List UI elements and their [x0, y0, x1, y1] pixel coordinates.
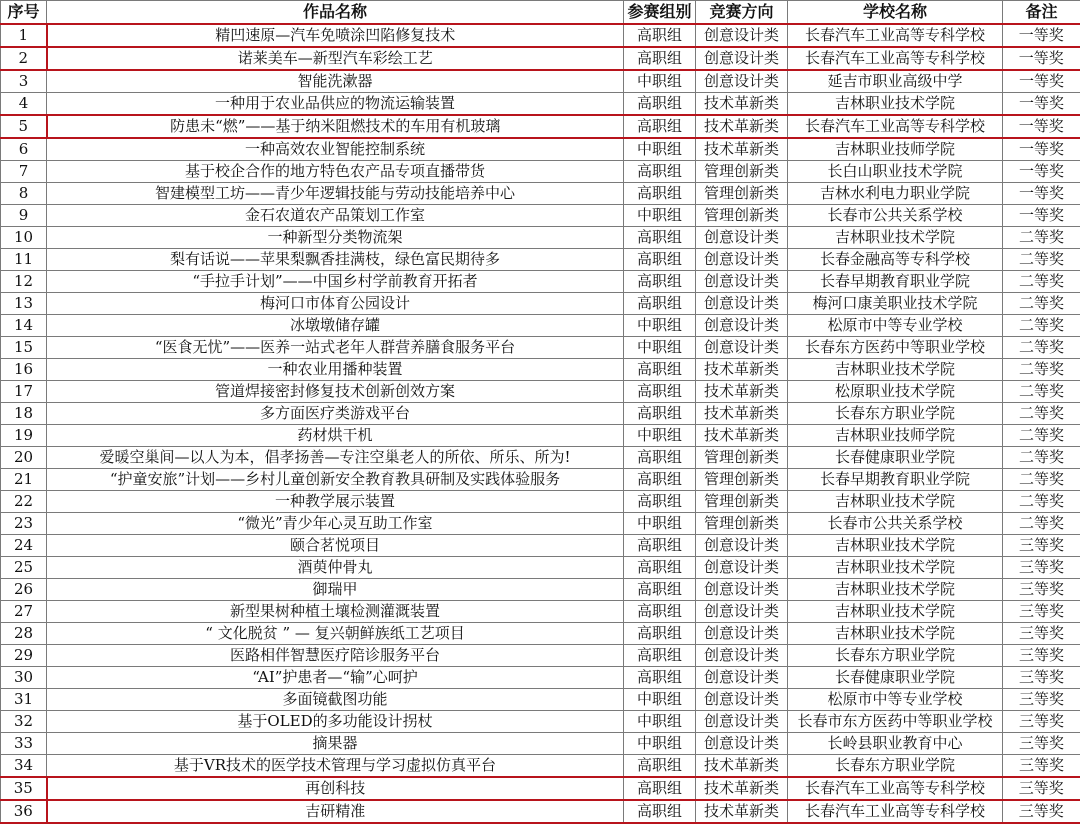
cell-no: 7: [1, 161, 47, 183]
table-row: [1, 579, 1080, 601]
cell-group: 高职组: [624, 183, 696, 205]
cell-group: 中职组: [624, 70, 696, 93]
table-row: [1, 249, 1080, 271]
cell-note: 二等奖: [1003, 513, 1080, 535]
cell-direction: 技术革新类: [696, 777, 788, 800]
cell-title: 防患未“燃”——基于纳米阻燃技术的车用有机玻璃: [47, 115, 624, 138]
cell-school: 吉林职业技术学院: [788, 491, 1003, 513]
table-row: [1, 601, 1080, 623]
cell-title: 再创科技: [47, 777, 624, 800]
header-note: 备注: [1003, 1, 1080, 25]
cell-title: “医食无忧”——医养一站式老年人群营养膳食服务平台: [47, 337, 624, 359]
cell-school: 吉林职业技术学院: [788, 557, 1003, 579]
cell-direction: 管理创新类: [696, 447, 788, 469]
cell-direction: 创意设计类: [696, 623, 788, 645]
cell-title: “ 文化脱贫 ” — 复兴朝鲜族纸工艺项目: [47, 623, 624, 645]
cell-direction: 管理创新类: [696, 205, 788, 227]
cell-group: 中职组: [624, 138, 696, 161]
cell-no: 26: [1, 579, 47, 601]
cell-group: 高职组: [624, 755, 696, 778]
cell-group: 高职组: [624, 24, 696, 47]
cell-title: 酒萸仲骨丸: [47, 557, 624, 579]
cell-title: 御瑞甲: [47, 579, 624, 601]
cell-note: 一等奖: [1003, 93, 1080, 116]
cell-no: 24: [1, 535, 47, 557]
cell-group: 高职组: [624, 667, 696, 689]
cell-note: 二等奖: [1003, 469, 1080, 491]
cell-no: 8: [1, 183, 47, 205]
cell-note: 一等奖: [1003, 24, 1080, 47]
table-row: [1, 469, 1080, 491]
cell-note: 二等奖: [1003, 249, 1080, 271]
cell-direction: 创意设计类: [696, 271, 788, 293]
cell-note: 二等奖: [1003, 447, 1080, 469]
table-body: [1, 24, 1080, 823]
cell-school: 长岭县职业教育中心: [788, 733, 1003, 755]
cell-school: 长春东方职业学院: [788, 403, 1003, 425]
cell-title: 智建模型工坊——青少年逻辑技能与劳动技能培养中心: [47, 183, 624, 205]
cell-direction: 创意设计类: [696, 689, 788, 711]
cell-title: 精凹速原—汽车免喷涂凹陷修复技术: [47, 24, 624, 47]
cell-school: 吉林职业技术学院: [788, 227, 1003, 249]
cell-title: 医路相伴智慧医疗陪诊服务平台: [47, 645, 624, 667]
table-row: [1, 271, 1080, 293]
table-row: [1, 491, 1080, 513]
table-row-highlighted: [1, 24, 1080, 47]
cell-note: 二等奖: [1003, 381, 1080, 403]
cell-school: 吉林职业技术学院: [788, 623, 1003, 645]
cell-note: 三等奖: [1003, 733, 1080, 755]
cell-school: 松原职业技术学院: [788, 381, 1003, 403]
cell-note: 二等奖: [1003, 491, 1080, 513]
table-row: [1, 557, 1080, 579]
cell-group: 高职组: [624, 293, 696, 315]
cell-group: 高职组: [624, 93, 696, 116]
table-row: [1, 755, 1080, 778]
cell-no: 29: [1, 645, 47, 667]
cell-title: 一种教学展示装置: [47, 491, 624, 513]
cell-group: 中职组: [624, 315, 696, 337]
cell-note: 二等奖: [1003, 227, 1080, 249]
table-row: [1, 359, 1080, 381]
cell-note: 三等奖: [1003, 667, 1080, 689]
cell-direction: 创意设计类: [696, 24, 788, 47]
cell-direction: 管理创新类: [696, 183, 788, 205]
cell-no: 14: [1, 315, 47, 337]
cell-group: 高职组: [624, 249, 696, 271]
cell-title: 药材烘干机: [47, 425, 624, 447]
cell-title: “AI”护患者—“输”心呵护: [47, 667, 624, 689]
cell-title: 梅河口市体育公园设计: [47, 293, 624, 315]
cell-direction: 技术革新类: [696, 359, 788, 381]
cell-title: 冰墩墩储存罐: [47, 315, 624, 337]
cell-group: 中职组: [624, 711, 696, 733]
cell-title: 管道焊接密封修复技术创新创效方案: [47, 381, 624, 403]
cell-group: 中职组: [624, 337, 696, 359]
cell-direction: 创意设计类: [696, 293, 788, 315]
cell-group: 高职组: [624, 777, 696, 800]
cell-school: 松原市中等专业学校: [788, 315, 1003, 337]
cell-title: 梨有话说——苹果梨飘香挂满枝，绿色富民期待多: [47, 249, 624, 271]
cell-note: 二等奖: [1003, 293, 1080, 315]
cell-group: 高职组: [624, 447, 696, 469]
cell-note: 一等奖: [1003, 138, 1080, 161]
cell-no: 32: [1, 711, 47, 733]
table-row: [1, 623, 1080, 645]
cell-note: 三等奖: [1003, 623, 1080, 645]
cell-no: 30: [1, 667, 47, 689]
cell-note: 三等奖: [1003, 601, 1080, 623]
table-row: [1, 425, 1080, 447]
cell-no: 13: [1, 293, 47, 315]
cell-direction: 创意设计类: [696, 645, 788, 667]
cell-school: 长春汽车工业高等专科学校: [788, 777, 1003, 800]
cell-group: 高职组: [624, 535, 696, 557]
cell-group: 高职组: [624, 601, 696, 623]
cell-title: 一种新型分类物流架: [47, 227, 624, 249]
cell-school: 长春早期教育职业学院: [788, 271, 1003, 293]
cell-no: 11: [1, 249, 47, 271]
header-title: 作品名称: [47, 1, 624, 25]
cell-no: 15: [1, 337, 47, 359]
cell-direction: 创意设计类: [696, 315, 788, 337]
cell-direction: 技术革新类: [696, 93, 788, 116]
table-row-highlighted: [1, 800, 1080, 823]
cell-group: 中职组: [624, 205, 696, 227]
cell-school: 长白山职业技术学院: [788, 161, 1003, 183]
cell-school: 长春健康职业学院: [788, 447, 1003, 469]
cell-group: 高职组: [624, 403, 696, 425]
cell-direction: 技术革新类: [696, 403, 788, 425]
cell-direction: 技术革新类: [696, 115, 788, 138]
cell-no: 34: [1, 755, 47, 778]
cell-no: 36: [1, 800, 47, 823]
cell-no: 12: [1, 271, 47, 293]
table-row-highlighted: [1, 777, 1080, 800]
cell-no: 21: [1, 469, 47, 491]
cell-note: 二等奖: [1003, 337, 1080, 359]
cell-group: 高职组: [624, 161, 696, 183]
cell-school: 长春市公共关系学校: [788, 513, 1003, 535]
cell-note: 三等奖: [1003, 535, 1080, 557]
header-direction: 竞赛方向: [696, 1, 788, 25]
cell-title: 基于OLED的多功能设计拐杖: [47, 711, 624, 733]
cell-group: 高职组: [624, 557, 696, 579]
cell-no: 31: [1, 689, 47, 711]
cell-group: 高职组: [624, 227, 696, 249]
cell-group: 高职组: [624, 381, 696, 403]
cell-group: 高职组: [624, 623, 696, 645]
cell-title: 爱暖空巢间—以人为本，倡孝扬善—专注空巢老人的所依、所乐、所为!: [47, 447, 624, 469]
cell-school: 长春东方职业学院: [788, 645, 1003, 667]
table-row: [1, 293, 1080, 315]
cell-no: 18: [1, 403, 47, 425]
cell-school: 松原市中等专业学校: [788, 689, 1003, 711]
cell-direction: 技术革新类: [696, 425, 788, 447]
table-row: [1, 93, 1080, 116]
cell-title: “微光”青少年心灵互助工作室: [47, 513, 624, 535]
cell-direction: 技术革新类: [696, 138, 788, 161]
cell-note: 一等奖: [1003, 205, 1080, 227]
table-row: [1, 337, 1080, 359]
cell-school: 长春早期教育职业学院: [788, 469, 1003, 491]
cell-direction: 创意设计类: [696, 337, 788, 359]
cell-group: 中职组: [624, 689, 696, 711]
cell-note: 二等奖: [1003, 425, 1080, 447]
table-row: [1, 689, 1080, 711]
cell-note: 三等奖: [1003, 579, 1080, 601]
cell-note: 一等奖: [1003, 70, 1080, 93]
cell-school: 长春汽车工业高等专科学校: [788, 800, 1003, 823]
cell-direction: 创意设计类: [696, 733, 788, 755]
cell-note: 三等奖: [1003, 755, 1080, 778]
cell-no: 9: [1, 205, 47, 227]
table-row: [1, 205, 1080, 227]
header-school: 学校名称: [788, 1, 1003, 25]
cell-direction: 创意设计类: [696, 711, 788, 733]
table-row: [1, 645, 1080, 667]
table-row: [1, 667, 1080, 689]
cell-title: 基于校企合作的地方特色农产品专项直播带货: [47, 161, 624, 183]
cell-group: 中职组: [624, 425, 696, 447]
cell-direction: 管理创新类: [696, 491, 788, 513]
cell-title: 摘果器: [47, 733, 624, 755]
cell-school: 梅河口康美职业技术学院: [788, 293, 1003, 315]
table-row-highlighted: [1, 47, 1080, 70]
cell-title: “手拉手计划”——中国乡村学前教育开拓者: [47, 271, 624, 293]
cell-no: 6: [1, 138, 47, 161]
cell-direction: 管理创新类: [696, 161, 788, 183]
cell-school: 吉林职业技术学院: [788, 579, 1003, 601]
cell-title: 吉研精准: [47, 800, 624, 823]
cell-school: 吉林职业技术学院: [788, 535, 1003, 557]
cell-note: 一等奖: [1003, 183, 1080, 205]
cell-school: 吉林职业技师学院: [788, 425, 1003, 447]
cell-group: 高职组: [624, 469, 696, 491]
table-row: [1, 70, 1080, 93]
cell-direction: 创意设计类: [696, 557, 788, 579]
cell-no: 19: [1, 425, 47, 447]
cell-note: 一等奖: [1003, 115, 1080, 138]
cell-school: 长春汽车工业高等专科学校: [788, 115, 1003, 138]
cell-group: 高职组: [624, 645, 696, 667]
cell-title: 一种高效农业智能控制系统: [47, 138, 624, 161]
cell-group: 中职组: [624, 733, 696, 755]
table-row: [1, 513, 1080, 535]
cell-no: 22: [1, 491, 47, 513]
cell-direction: 创意设计类: [696, 70, 788, 93]
cell-title: 智能洗漱器: [47, 70, 624, 93]
cell-title: 颐合茗悦项目: [47, 535, 624, 557]
cell-title: 诺莱美车—新型汽车彩绘工艺: [47, 47, 624, 70]
cell-title: 一种农业用播种装置: [47, 359, 624, 381]
cell-no: 28: [1, 623, 47, 645]
cell-direction: 技术革新类: [696, 381, 788, 403]
table-row: [1, 403, 1080, 425]
table-row: [1, 227, 1080, 249]
table-row: [1, 447, 1080, 469]
cell-direction: 技术革新类: [696, 800, 788, 823]
cell-no: 4: [1, 93, 47, 116]
cell-school: 延吉市职业高级中学: [788, 70, 1003, 93]
table-row: [1, 138, 1080, 161]
cell-direction: 创意设计类: [696, 47, 788, 70]
cell-note: 二等奖: [1003, 315, 1080, 337]
cell-direction: 管理创新类: [696, 513, 788, 535]
cell-school: 吉林水利电力职业学院: [788, 183, 1003, 205]
cell-group: 中职组: [624, 513, 696, 535]
cell-group: 高职组: [624, 47, 696, 70]
cell-school: 长春市公共关系学校: [788, 205, 1003, 227]
cell-note: 二等奖: [1003, 271, 1080, 293]
cell-no: 10: [1, 227, 47, 249]
cell-note: 三等奖: [1003, 800, 1080, 823]
cell-note: 一等奖: [1003, 161, 1080, 183]
cell-note: 一等奖: [1003, 47, 1080, 70]
table-row: [1, 315, 1080, 337]
cell-group: 高职组: [624, 115, 696, 138]
cell-note: 二等奖: [1003, 403, 1080, 425]
header-group: 参赛组别: [624, 1, 696, 25]
cell-title: 一种用于农业品供应的物流运输装置: [47, 93, 624, 116]
table-row-highlighted: [1, 115, 1080, 138]
table-row: [1, 535, 1080, 557]
table-row: [1, 161, 1080, 183]
table-header: [1, 1, 1080, 25]
cell-direction: 创意设计类: [696, 227, 788, 249]
cell-group: 高职组: [624, 579, 696, 601]
header-no: 序号: [1, 1, 47, 25]
cell-title: 基于VR技术的医学技术管理与学习虚拟仿真平台: [47, 755, 624, 778]
table-row: [1, 711, 1080, 733]
cell-school: 吉林职业技师学院: [788, 138, 1003, 161]
cell-no: 20: [1, 447, 47, 469]
cell-school: 长春汽车工业高等专科学校: [788, 47, 1003, 70]
cell-school: 吉林职业技术学院: [788, 93, 1003, 116]
cell-school: 长春健康职业学院: [788, 667, 1003, 689]
cell-direction: 创意设计类: [696, 249, 788, 271]
cell-no: 33: [1, 733, 47, 755]
cell-note: 三等奖: [1003, 777, 1080, 800]
cell-title: 新型果树种植土壤检测灌溉装置: [47, 601, 624, 623]
cell-direction: 创意设计类: [696, 667, 788, 689]
cell-no: 16: [1, 359, 47, 381]
cell-no: 35: [1, 777, 47, 800]
cell-no: 3: [1, 70, 47, 93]
cell-no: 25: [1, 557, 47, 579]
cell-note: 三等奖: [1003, 645, 1080, 667]
cell-direction: 创意设计类: [696, 535, 788, 557]
cell-no: 23: [1, 513, 47, 535]
cell-title: 金石农道农产品策划工作室: [47, 205, 624, 227]
table-row: [1, 183, 1080, 205]
cell-no: 17: [1, 381, 47, 403]
cell-title: “护童安旅”计划——乡村儿童创新安全教育教具研制及实践体验服务: [47, 469, 624, 491]
cell-no: 2: [1, 47, 47, 70]
cell-direction: 创意设计类: [696, 601, 788, 623]
cell-school: 长春市东方医药中等职业学校: [788, 711, 1003, 733]
table-row: [1, 381, 1080, 403]
cell-title: 多面镜截图功能: [47, 689, 624, 711]
cell-title: 多方面医疗类游戏平台: [47, 403, 624, 425]
cell-no: 27: [1, 601, 47, 623]
cell-note: 三等奖: [1003, 711, 1080, 733]
cell-school: 吉林职业技术学院: [788, 359, 1003, 381]
cell-direction: 管理创新类: [696, 469, 788, 491]
cell-note: 三等奖: [1003, 689, 1080, 711]
cell-school: 长春东方职业学院: [788, 755, 1003, 778]
cell-group: 高职组: [624, 800, 696, 823]
cell-school: 长春金融高等专科学校: [788, 249, 1003, 271]
table-row: [1, 733, 1080, 755]
cell-note: 二等奖: [1003, 359, 1080, 381]
cell-no: 5: [1, 115, 47, 138]
cell-school: 长春东方医药中等职业学校: [788, 337, 1003, 359]
cell-group: 高职组: [624, 491, 696, 513]
cell-school: 长春汽车工业高等专科学校: [788, 24, 1003, 47]
cell-note: 三等奖: [1003, 557, 1080, 579]
cell-direction: 创意设计类: [696, 579, 788, 601]
header-row: [1, 1, 1080, 25]
cell-group: 高职组: [624, 359, 696, 381]
cell-group: 高职组: [624, 271, 696, 293]
cell-no: 1: [1, 24, 47, 47]
cell-school: 吉林职业技术学院: [788, 601, 1003, 623]
cell-direction: 技术革新类: [696, 755, 788, 778]
